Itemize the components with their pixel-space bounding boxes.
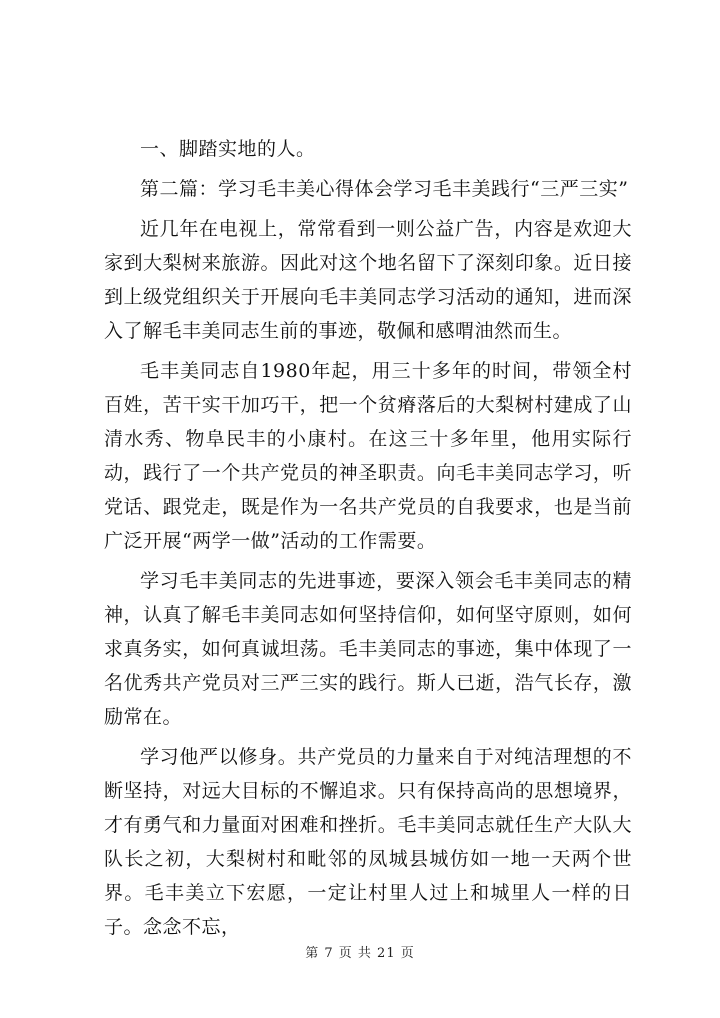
document-body	[104, 132, 632, 944]
paragraph: 近几年在电视上，常常看到一则公益广告，内容是欢迎大家到大梨树来旅游。因此对这个地名留下了深刻印象。近日接到上级党组织关于开展向毛丰美同志学习活动的通知，进而深入了解毛丰美同志生前的事迹，敬佩和感喟油然而生。	[104, 218, 632, 342]
section-heading: 一、脚踏实地的人。	[140, 138, 316, 160]
paragraph: 学习毛丰美同志的先进事迹，要深入领会毛丰美同志的精神，认真了解毛丰美同志如何坚持信仰，如何坚守原则，如何求真务实，如何真诚坦荡。毛丰美同志的事迹，集中体现了一名优秀共产党员对三严三实的践行。斯人已逝，浩气长存，激励常在。	[104, 570, 632, 728]
paragraph: 学习他严以修身。共产党员的力量来自于对纯洁理想的不断坚持，对远大目标的不懈追求。只有保持高尚的思想境界，才有勇气和力量面对困难和挫折。毛丰美同志就任生产大队大队长之初，大梨树村和毗邻的凤城县城仿如一地一天两个世界。毛丰美立下宏愿，一定让村里人过上和城里人一样的日子。念念不忘，	[104, 746, 632, 938]
article-title: 第二篇：学习毛丰美心得体会学习毛丰美践行“三严三实”	[140, 178, 629, 200]
paragraph: 毛丰美同志自1980年起，用三十多年的时间，带领全村百姓，苦干实干加巧干，把一个贫瘠落后的大梨树村建成了山清水秀、物阜民丰的小康村。在这三十多年里，他用实际行动，践行了一个共产党员的神圣职责。向毛丰美同志学习，听党话、跟党走，既是作为一名共产党员的自我要求，也是当前广泛开展“两学一做”活动的工作需要。	[104, 360, 632, 552]
page-number-footer: 第 7 页 共 21 页	[305, 946, 415, 961]
